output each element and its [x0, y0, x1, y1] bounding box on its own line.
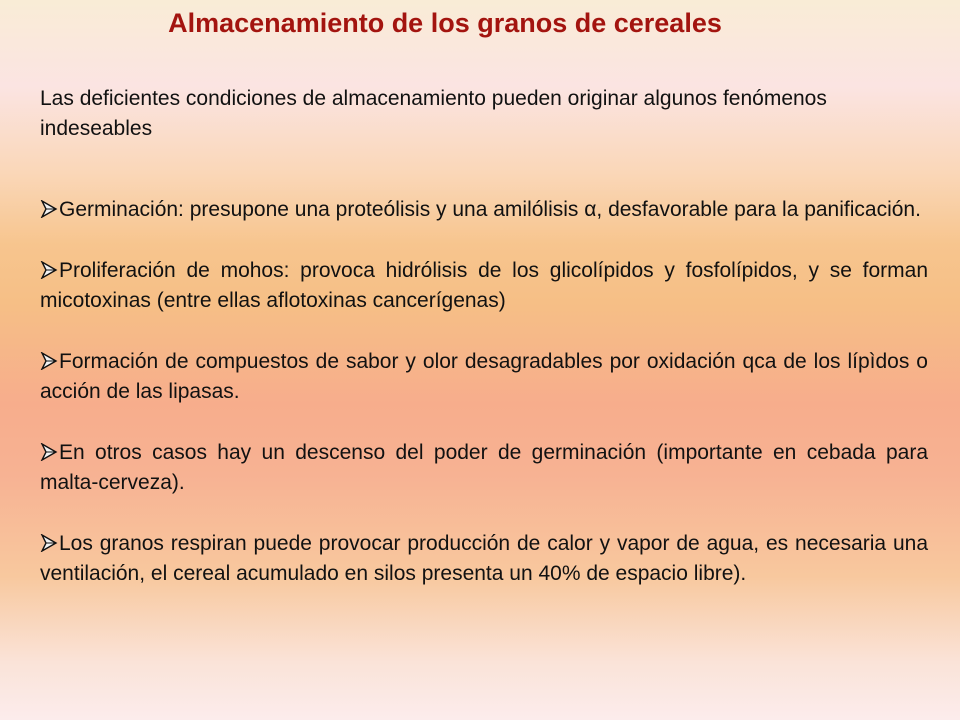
bullet-text: Los granos respiran puede provocar producción de calor y vapor de agua, es necesaria una ventilación, el cereal acumulado en silos presenta un 40% de espacio libre). — [40, 532, 928, 585]
bullet-text: Formación de compuestos de sabor y olor desagradables por oxidación qca de los lípìdos o acción de las lipasas. — [40, 350, 928, 403]
bullet-item-germinacion — [40, 195, 928, 225]
arrow-bullet-icon — [40, 261, 58, 279]
bullet-item-descenso-germinacion — [40, 438, 928, 498]
bullet-item-oxidacion — [40, 347, 928, 407]
bullet-text: Proliferación de mohos: provoca hidrólisis de los glicolípidos y fosfolípidos, y se forman micotoxinas (entre ellas aflotoxinas cancerígenas) — [40, 259, 928, 312]
bullet-item-mohos — [40, 256, 928, 316]
bullet-text: Germinación: presupone una proteólisis y una amilólisis α, desfavorable para la panificación. — [59, 198, 921, 221]
slide-title: Almacenamiento de los granos de cereales — [168, 8, 722, 38]
arrow-bullet-icon — [40, 443, 58, 461]
bullet-item-respiracion — [40, 529, 928, 589]
intro-text: Las deficientes condiciones de almacenamiento pueden originar algunos fenómenos indeseables — [40, 87, 827, 140]
arrow-bullet-icon — [40, 534, 58, 552]
arrow-bullet-icon — [40, 200, 58, 218]
arrow-bullet-icon — [40, 352, 58, 370]
bullet-list — [40, 195, 928, 620]
bullet-text: En otros casos hay un descenso del poder de germinación (importante en cebada para malta-cerveza). — [40, 441, 928, 494]
